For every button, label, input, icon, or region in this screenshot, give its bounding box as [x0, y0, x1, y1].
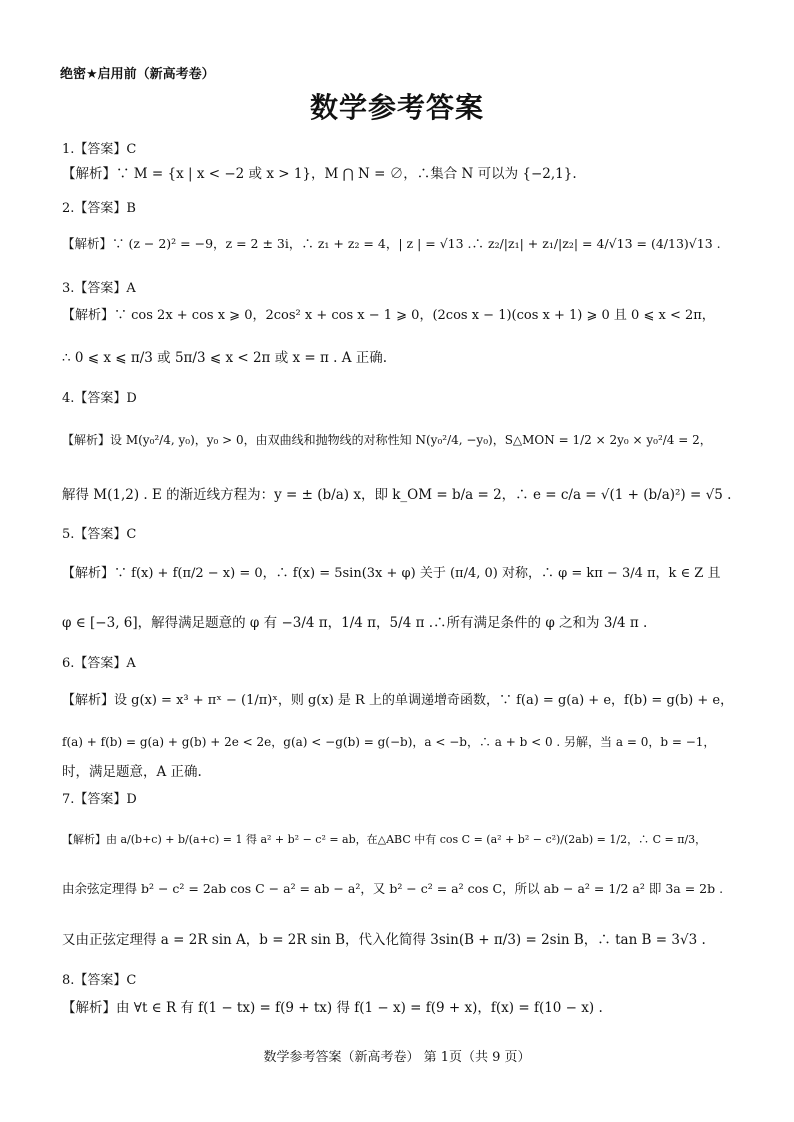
q6-answer: 6.【答案】A — [62, 656, 136, 671]
q2-explanation: 【解析】∵ (z − 2)² = −9，z = 2 ± 3i，∴ z₁ + z₂ = 4，| z | = √13 .∴ z₂/|z₁| + z₁/|z₂| = 4/√13 = (4/13)√13 . — [62, 236, 721, 251]
page-footer: 数学参考答案（新高考卷） 第 1页（共 9 页） — [263, 1050, 531, 1065]
q3-explanation-1: 【解析】∵ cos 2x + cos x ⩾ 0，2cos² x + cos x − 1 ⩾ 0，(2cos x − 1)(cos x + 1) ⩾ 0 且 0 ⩽ x < 2π， — [62, 308, 715, 323]
q3-explanation-2: ∴ 0 ⩽ x ⩽ π/3 或 5π/3 ⩽ x < 2π 或 x = π . A 正确. — [62, 350, 388, 366]
q4-answer: 4.【答案】D — [62, 391, 137, 406]
q7-explanation-3: 又由正弦定理得 a = 2R sin A，b = 2R sin B，代入化简得 3sin(B + π/3) = 2sin B，∴ tan B = 3√3 . — [62, 932, 706, 948]
q7-explanation-1: 【解析】由 a/(b+c) + b/(a+c) = 1 得 a² + b² − c² = ab，在△ABC 中有 cos C = (a² + b² − c²)/(2ab) = 1/2，∴ C = π/3， — [62, 833, 707, 846]
q7-answer: 7.【答案】D — [62, 792, 137, 807]
q1-explanation: 【解析】∵ M = {x | x < −2 或 x > 1}，M ⋂ N = ∅，∴集合 N 可以为 {−2,1}. — [62, 166, 577, 182]
q5-explanation-1: 【解析】∵ f(x) + f(π/2 − x) = 0，∴ f(x) = 5sin(3x + φ) 关于 (π/4, 0) 对称，∴ φ = kπ − 3/4 π，k ∈ Z 且 — [62, 566, 721, 581]
q4-explanation-1: 【解析】设 M(y₀²/4, y₀)，y₀ > 0，由双曲线和抛物线的对称性知 N(y₀²/4, −y₀)，S△MON = 1/2 × 2y₀ × y₀²/4 = 2， — [62, 433, 712, 447]
q8-answer: 8.【答案】C — [62, 973, 137, 988]
q1-answer: 1.【答案】C — [62, 142, 137, 157]
q2-answer: 2.【答案】B — [62, 201, 136, 216]
q5-answer: 5.【答案】C — [62, 527, 137, 542]
q8-explanation: 【解析】由 ∀t ∈ R 有 f(1 − tx) = f(9 + tx) 得 f(1 − x) = f(9 + x)，f(x) = f(10 − x) . — [62, 1000, 603, 1016]
q7-explanation-2: 由余弦定理得 b² − c² = 2ab cos C − a² = ab − a²，又 b² − c² = a² cos C，所以 ab − a² = 1/2 a² 即 3a = 2b . — [62, 881, 724, 896]
q4-explanation-2: 解得 M(1,2) . E 的渐近线方程为：y = ± (b/a) x，即 k_OM = b/a = 2，∴ e = c/a = √(1 + (b/a)²) = √5 . — [62, 487, 732, 503]
q5-explanation-2: φ ∈ [−3, 6]，解得满足题意的 φ 有 −3/4 π，1/4 π，5/4 π .∴所有满足条件的 φ 之和为 3/4 π . — [62, 615, 648, 631]
q6-explanation-3: 时，满足题意，A 正确. — [62, 764, 202, 780]
q6-explanation-1: 【解析】设 g(x) = x³ + πˣ − (1/π)ˣ，则 g(x) 是 R 上的单调递增奇函数，∵ f(a) = g(a) + e，f(b) = g(b) + e， — [62, 693, 734, 708]
confidential-tag: 绝密★启用前（新高考卷） — [60, 67, 215, 82]
page-title: 数学参考答案 — [309, 91, 484, 124]
q3-answer: 3.【答案】A — [62, 281, 136, 296]
q6-explanation-2: f(a) + f(b) = g(a) + g(b) + 2e < 2e，g(a) < −g(b) = g(−b)，a < −b，∴ a + b < 0 . 另解，当 a = 0，b = −1， — [62, 735, 716, 749]
